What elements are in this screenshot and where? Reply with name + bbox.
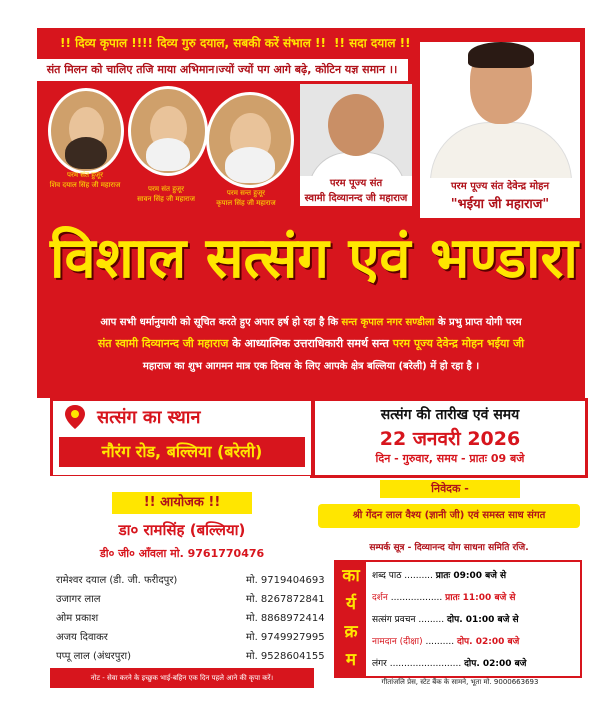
member-name: अजय दिवाकर (56, 632, 108, 643)
nivedak-heading: निवेदक - (380, 480, 520, 498)
printer-credit: गीतांजलि प्रेस, स्टेट बैंक के सामने, भूता मो. 9000663693 (381, 678, 539, 686)
member-phone: मो. 9749927995 (246, 632, 325, 643)
venue-box (50, 398, 314, 478)
location-pin-icon (65, 405, 85, 429)
saint-caption-3: परम सन्त हुजूर कृपाल सिंह जी महाराज (216, 189, 276, 207)
saint-photo-2 (128, 86, 208, 176)
program-item: लंगर ......................... दोप. 02:00 बजे (372, 659, 527, 669)
footer-note: नोट - सेवा करने के इच्छुक भाई-बहिन एक दिन पहले आने की कृपा करें। (50, 668, 314, 688)
member-name: पप्पू लाल (अंधरपुरा) (56, 651, 131, 662)
event-date: 22 जनवरी 2026 (379, 428, 521, 450)
member-name: ओम प्रकाश (56, 613, 99, 624)
venue-place: नौरंग रोड, बल्लिया (बरेली) (59, 437, 305, 467)
member-phone: मो. 9528604155 (246, 651, 325, 662)
header-top-right: !! सदा दयाल !! (334, 36, 411, 50)
intro-line-2: संत स्वामी दिव्यानन्द जी महाराज के आध्यात्मिक उत्तराधिकारी समर्थ सन्त परम पूज्य देवेन्द्र मोहन भईया जी (97, 337, 525, 350)
member-phone: मो. 8868972414 (246, 613, 325, 624)
datetime-box (312, 398, 588, 478)
program-item: नामदान (दीक्षा) .......... दोप. 02:00 बजे (372, 637, 520, 647)
organizer-contact: डी० जी० आँवला मो. 9761770476 (99, 547, 265, 560)
saint-photo-3 (206, 92, 294, 188)
program-item: दर्शन .................. प्रातः 11:00 बजे से (372, 593, 516, 603)
saint-photo-1 (48, 88, 124, 174)
header-top-center: !! दिव्य गुरु दयाल, सबकी करें संभाल !! (142, 36, 326, 50)
member-name: रामेश्वर दयाल (डी. जी. फरीदपुर) (56, 575, 178, 586)
intro-line-1: आप सभी धर्मानुयायी को सूचित करते हुए अपार हर्ष हो रहा है कि सन्त कृपाल नगर सण्डीला के प्रभु प्राप्त योगी परम (100, 317, 522, 328)
saint-caption-2: परम संत हुजूर सावन सिंह जी महाराज (137, 185, 195, 203)
program-side-label: का र्य क्र म (336, 562, 366, 676)
doha-banner: संत मिलन को चालिए तजि माया अभिमान।ज्यों ज्यों पग आगे बढ़े, कोटिन यज्ञ समान ।। (36, 59, 408, 81)
program-item: शब्द पाठ .......... प्रातः 09:00 बजे से (372, 571, 507, 581)
program-item: सत्संग प्रवचन ......... दोप. 01:00 बजे से (372, 615, 519, 625)
event-day-time: दिन - गुरुवार, समय - प्रातः 09 बजे (375, 452, 525, 465)
saint-caption-5: परम पूज्य संत देवेन्द्र मोहन "भईया जी महाराज" (420, 178, 580, 218)
nivedak-text: श्री गेंदन लाल वैश्य (ज्ञानी जी) एवं समस्त साध संगत (318, 504, 580, 528)
page-title: विशाल सत्संग एवं भण्डारा (50, 226, 578, 291)
venue-heading: सत्संग का स्थान (97, 407, 201, 428)
member-phone: मो. 8267872841 (246, 594, 325, 605)
intro-line-3: महाराज का शुभ आगमन मात्र एक दिवस के लिए आपके क्षेत्र बल्लिया (बरेली) में हो रहा है । (142, 361, 480, 372)
header-top-left: !! दिव्य कृपाल !! (60, 36, 143, 50)
member-phone: मो. 9719404693 (246, 575, 325, 586)
organizer-name: डा० रामसिंह (बल्लिया) (118, 521, 246, 539)
organizer-heading: !! आयोजक !! (112, 492, 252, 514)
program-schedule (334, 560, 582, 678)
contact-line: सम्पर्क सूत्र - दिव्यानन्द योग साधना समिति रजि. (369, 543, 529, 553)
datetime-heading: सत्संग की तारीख एवं समय (380, 407, 520, 423)
saint-caption-4: परम पूज्य संत स्वामी दिव्यानन्द जी महाराज (300, 176, 412, 206)
saint-caption-1: परम संत हुजूर शिव दयाल सिंह जी महाराज (49, 171, 121, 189)
member-name: उजागर लाल (56, 594, 101, 605)
